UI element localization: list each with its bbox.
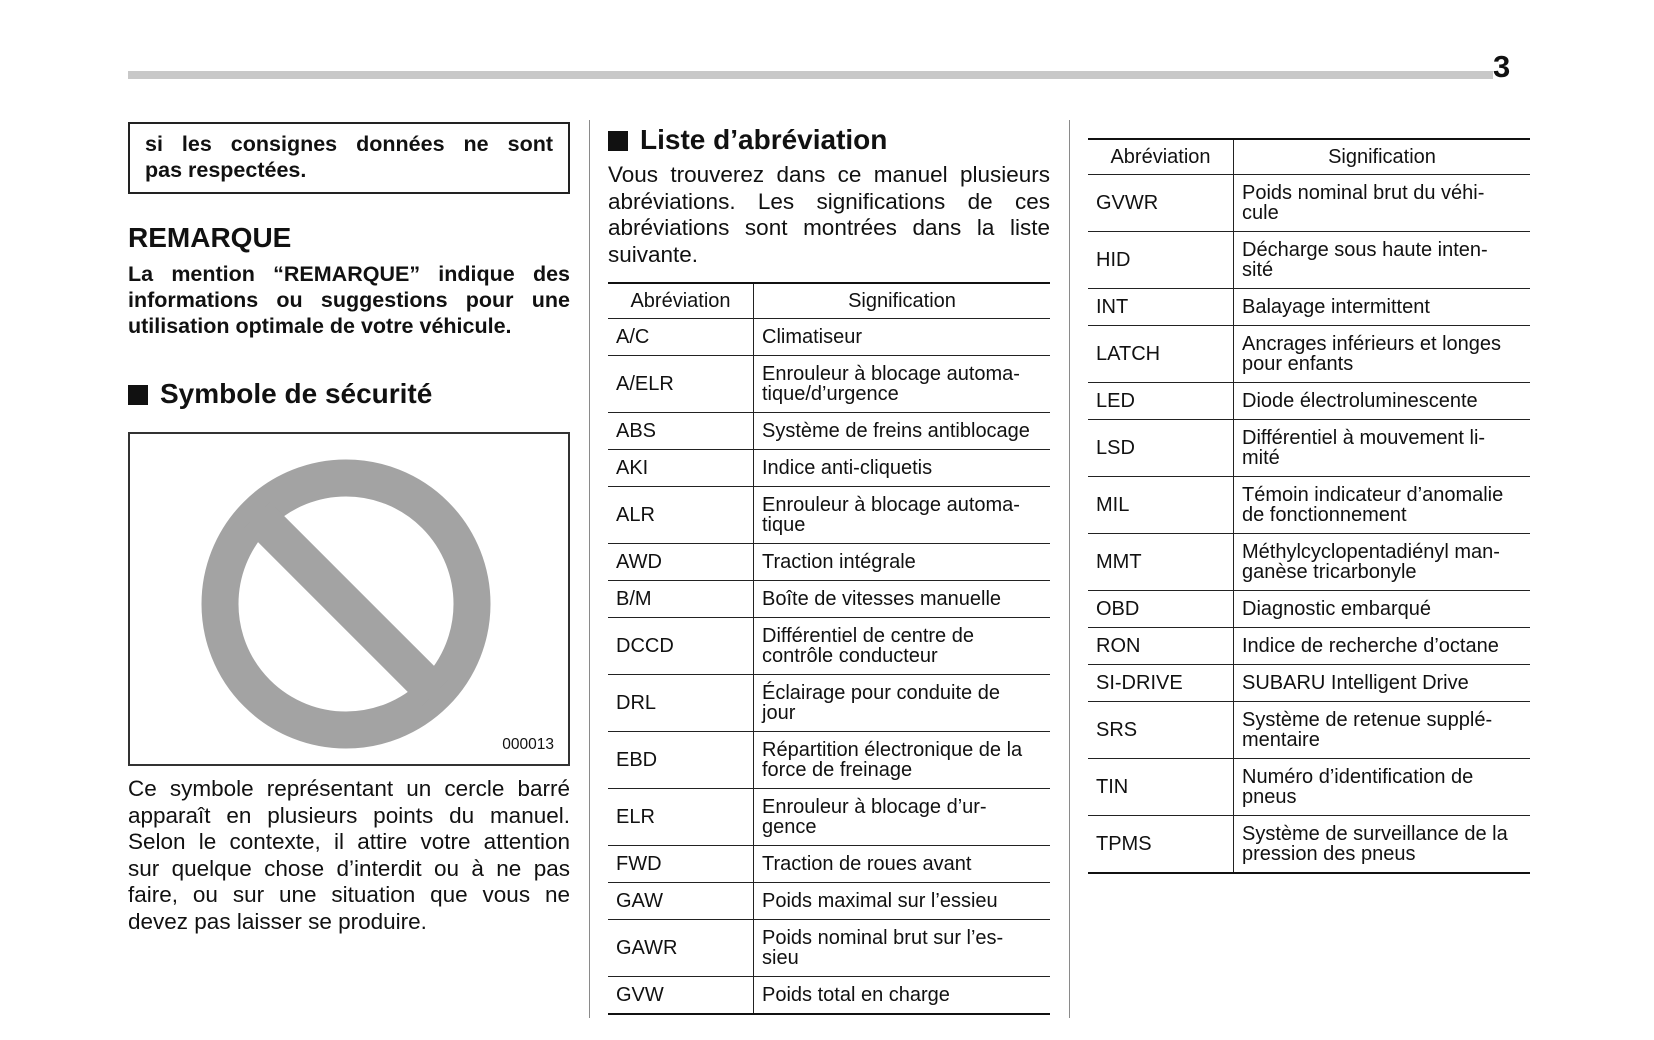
table-row	[608, 846, 1050, 883]
meaning-cell	[1234, 534, 1531, 591]
abbr-cell: RON	[1088, 628, 1234, 665]
meaning-cell	[1234, 477, 1531, 534]
table-row	[608, 581, 1050, 618]
text-line: abréviations sont montrées dans la liste	[608, 215, 1050, 240]
abbr-cell: INT	[1088, 289, 1234, 326]
meaning-cell	[754, 977, 1051, 1015]
text-line: devez pas laisser se produire.	[128, 908, 427, 934]
text-line: apparaît en plusieurs points du manuel.	[128, 802, 570, 828]
table-row	[1088, 534, 1530, 591]
text-line: suivante.	[608, 241, 699, 267]
meaning-line: Différentiel à mouvement li-	[1242, 427, 1486, 449]
meaning-cell	[754, 846, 1051, 883]
column-header-abbreviation: Abréviation	[608, 283, 754, 319]
meaning-cell	[754, 319, 1051, 356]
meaning-line: Enrouleur à blocage automa-	[762, 494, 1020, 516]
abbr-cell: FWD	[608, 846, 754, 883]
abbr-cell: A/C	[608, 319, 754, 356]
abbr-cell: SRS	[1088, 702, 1234, 759]
warning-box	[128, 122, 570, 194]
abbreviation-table-1	[608, 282, 1050, 1015]
warning-line: si les consignes données ne sont	[145, 132, 553, 156]
abbr-cell: ABS	[608, 413, 754, 450]
abbr-cell: SI-DRIVE	[1088, 665, 1234, 702]
abbr-cell: B/M	[608, 581, 754, 618]
table-row	[1088, 816, 1530, 874]
text-line: Selon le contexte, il attire votre attention	[128, 829, 570, 854]
abbr-cell: TIN	[1088, 759, 1234, 816]
section-square-icon	[128, 385, 148, 405]
abbr-cell: HID	[1088, 232, 1234, 289]
meaning-line: pneus	[1242, 786, 1297, 808]
section-heading-abbreviations	[608, 124, 1050, 156]
meaning-line: Poids nominal brut sur l’es-	[762, 927, 1004, 949]
meaning-cell	[1234, 420, 1531, 477]
prohibition-circle-icon	[201, 459, 491, 749]
safety-symbol-figure	[128, 432, 570, 766]
meaning-line: cule	[1242, 202, 1279, 224]
table-row	[1088, 665, 1530, 702]
table-row	[608, 319, 1050, 356]
table-row	[1088, 759, 1530, 816]
meaning-cell	[754, 450, 1051, 487]
table-row	[1088, 326, 1530, 383]
meaning-line: Indice de recherche d’octane	[1242, 635, 1499, 657]
abbr-cell: DCCD	[608, 618, 754, 675]
remarque-line: informations ou suggestions pour une	[128, 288, 570, 312]
abbr-cell: GVWR	[1088, 175, 1234, 232]
meaning-line: Ancrages inférieurs et longes	[1242, 333, 1502, 355]
abbr-cell: ELR	[608, 789, 754, 846]
table-row	[1088, 702, 1530, 759]
meaning-cell	[1234, 628, 1531, 665]
text-line: Ce symbole représentant un cercle barré	[128, 776, 570, 801]
abbr-cell: GAWR	[608, 920, 754, 977]
meaning-line: Témoin indicateur d’anomalie	[1242, 484, 1504, 506]
meaning-cell	[754, 675, 1051, 732]
table-row	[1088, 628, 1530, 665]
abbr-cell: GAW	[608, 883, 754, 920]
table-header-row	[608, 283, 1050, 319]
abbreviation-table-2	[1088, 138, 1530, 874]
meaning-cell	[1234, 759, 1531, 816]
section-title: Symbole de sécurité	[160, 378, 433, 409]
meaning-line: sieu	[762, 947, 799, 969]
text-line: Vous trouverez dans ce manuel plusieurs	[608, 162, 1050, 187]
table-row	[608, 413, 1050, 450]
meaning-cell	[754, 581, 1051, 618]
meaning-line: force de freinage	[762, 759, 913, 781]
table-row	[608, 789, 1050, 846]
meaning-cell	[1234, 591, 1531, 628]
table-header-row	[1088, 139, 1530, 175]
meaning-line: contrôle conducteur	[762, 645, 938, 667]
meaning-line: tique/d’urgence	[762, 383, 899, 405]
column-header-signification: Signification	[754, 283, 1051, 319]
table-row	[608, 883, 1050, 920]
meaning-cell	[754, 789, 1051, 846]
abbr-cell: DRL	[608, 675, 754, 732]
table-row	[1088, 477, 1530, 534]
left-column	[128, 122, 570, 935]
meaning-cell	[754, 356, 1051, 413]
header-rule	[128, 71, 1493, 79]
meaning-line: mité	[1242, 447, 1280, 469]
abbr-cell: LATCH	[1088, 326, 1234, 383]
abbr-cell: MMT	[1088, 534, 1234, 591]
text-line: abréviations. Les significations de ces	[608, 188, 1050, 214]
table-row	[1088, 232, 1530, 289]
meaning-cell	[754, 920, 1051, 977]
warning-line: pas respectées.	[145, 158, 307, 182]
meaning-line: Boîte de vitesses manuelle	[762, 588, 1002, 610]
meaning-line: Traction intégrale	[762, 551, 916, 573]
meaning-cell	[754, 618, 1051, 675]
meaning-line: mentaire	[1242, 729, 1320, 751]
remarque-line: La mention “REMARQUE” indique des	[128, 262, 570, 286]
remarque-line: utilisation optimale de votre véhicule.	[128, 314, 512, 338]
table-row	[1088, 420, 1530, 477]
meaning-cell	[754, 883, 1051, 920]
middle-column	[608, 124, 1050, 1015]
meaning-line: de fonctionnement	[1242, 504, 1407, 526]
meaning-line: SUBARU Intelligent Drive	[1242, 672, 1469, 694]
abbr-cell: GVW	[608, 977, 754, 1015]
meaning-line: Indice anti-cliquetis	[762, 457, 933, 479]
table-row	[608, 977, 1050, 1015]
abbr-cell: LSD	[1088, 420, 1234, 477]
right-column	[1088, 122, 1530, 874]
meaning-cell	[1234, 326, 1531, 383]
meaning-line: Numéro d’identification de	[1242, 766, 1474, 788]
table-row	[1088, 289, 1530, 326]
remarque-heading: REMARQUE	[128, 222, 292, 253]
meaning-line: sité	[1242, 259, 1274, 281]
section-title: Liste d’abréviation	[640, 124, 888, 155]
abbr-cell: A/ELR	[608, 356, 754, 413]
meaning-line: Diagnostic embarqué	[1242, 598, 1431, 620]
column-divider	[1069, 120, 1070, 1018]
table-row	[608, 675, 1050, 732]
meaning-line: Diode électroluminescente	[1242, 390, 1478, 412]
meaning-line: Système de surveillance de la	[1242, 823, 1508, 845]
table-row	[608, 450, 1050, 487]
table-row	[608, 356, 1050, 413]
abbreviation-intro	[608, 162, 1050, 268]
abbr-cell: OBD	[1088, 591, 1234, 628]
column-header-signification: Signification	[1234, 139, 1531, 175]
section-heading-symbole	[128, 378, 570, 410]
table-row	[1088, 591, 1530, 628]
column-header-abbreviation: Abréviation	[1088, 139, 1234, 175]
remarque-text	[128, 261, 570, 339]
meaning-cell	[754, 487, 1051, 544]
table-row	[608, 732, 1050, 789]
meaning-line: gence	[762, 816, 817, 838]
meaning-line: Poids maximal sur l’essieu	[762, 890, 998, 912]
table-row	[608, 618, 1050, 675]
meaning-line: Climatiseur	[762, 326, 863, 348]
abbr-cell: AWD	[608, 544, 754, 581]
text-line: sur quelque chose d’interdit ou à ne pas	[128, 855, 570, 881]
meaning-cell	[1234, 816, 1531, 874]
meaning-line: jour	[762, 702, 796, 724]
meaning-cell	[1234, 175, 1531, 232]
meaning-line: Balayage intermittent	[1242, 296, 1430, 318]
meaning-line: pour enfants	[1242, 353, 1354, 375]
table-row	[608, 920, 1050, 977]
abbr-cell: ALR	[608, 487, 754, 544]
meaning-line: Enrouleur à blocage automa-	[762, 363, 1020, 385]
page-number: 3	[1493, 49, 1511, 84]
table-row	[608, 544, 1050, 581]
meaning-cell	[754, 544, 1051, 581]
abbr-cell: AKI	[608, 450, 754, 487]
meaning-line: ganèse tricarbonyle	[1242, 561, 1417, 583]
meaning-line: Système de retenue supplé-	[1242, 709, 1493, 731]
meaning-cell	[754, 732, 1051, 789]
column-divider	[589, 120, 590, 1018]
meaning-line: Méthylcyclopentadiényl man-	[1242, 541, 1500, 563]
meaning-line: pression des pneus	[1242, 843, 1416, 865]
abbr-cell: EBD	[608, 732, 754, 789]
abbr-cell: MIL	[1088, 477, 1234, 534]
table-row	[1088, 175, 1530, 232]
section-square-icon	[608, 131, 628, 151]
meaning-line: Décharge sous haute inten-	[1242, 239, 1488, 261]
meaning-line: Différentiel de centre de	[762, 625, 974, 647]
table-row	[1088, 383, 1530, 420]
abbr-cell: LED	[1088, 383, 1234, 420]
meaning-cell	[1234, 702, 1531, 759]
meaning-line: Traction de roues avant	[762, 853, 972, 875]
symbole-description	[128, 776, 570, 935]
meaning-line: Poids total en charge	[762, 984, 950, 1006]
meaning-line: Système de freins antiblocage	[762, 420, 1030, 442]
meaning-line: tique	[762, 514, 806, 536]
table-row	[608, 487, 1050, 544]
meaning-line: Éclairage pour conduite de	[762, 682, 1000, 704]
meaning-cell	[1234, 665, 1531, 702]
text-line: faire, ou sur une situation que vous ne	[128, 882, 570, 907]
meaning-cell	[1234, 289, 1531, 326]
meaning-line: Répartition électronique de la	[762, 739, 1023, 761]
meaning-line: Poids nominal brut du véhi-	[1242, 182, 1485, 204]
abbr-cell: TPMS	[1088, 816, 1234, 874]
meaning-cell	[1234, 383, 1531, 420]
meaning-cell	[1234, 232, 1531, 289]
figure-id: 000013	[502, 736, 554, 753]
meaning-cell	[754, 413, 1051, 450]
meaning-line: Enrouleur à blocage d’ur-	[762, 796, 987, 818]
